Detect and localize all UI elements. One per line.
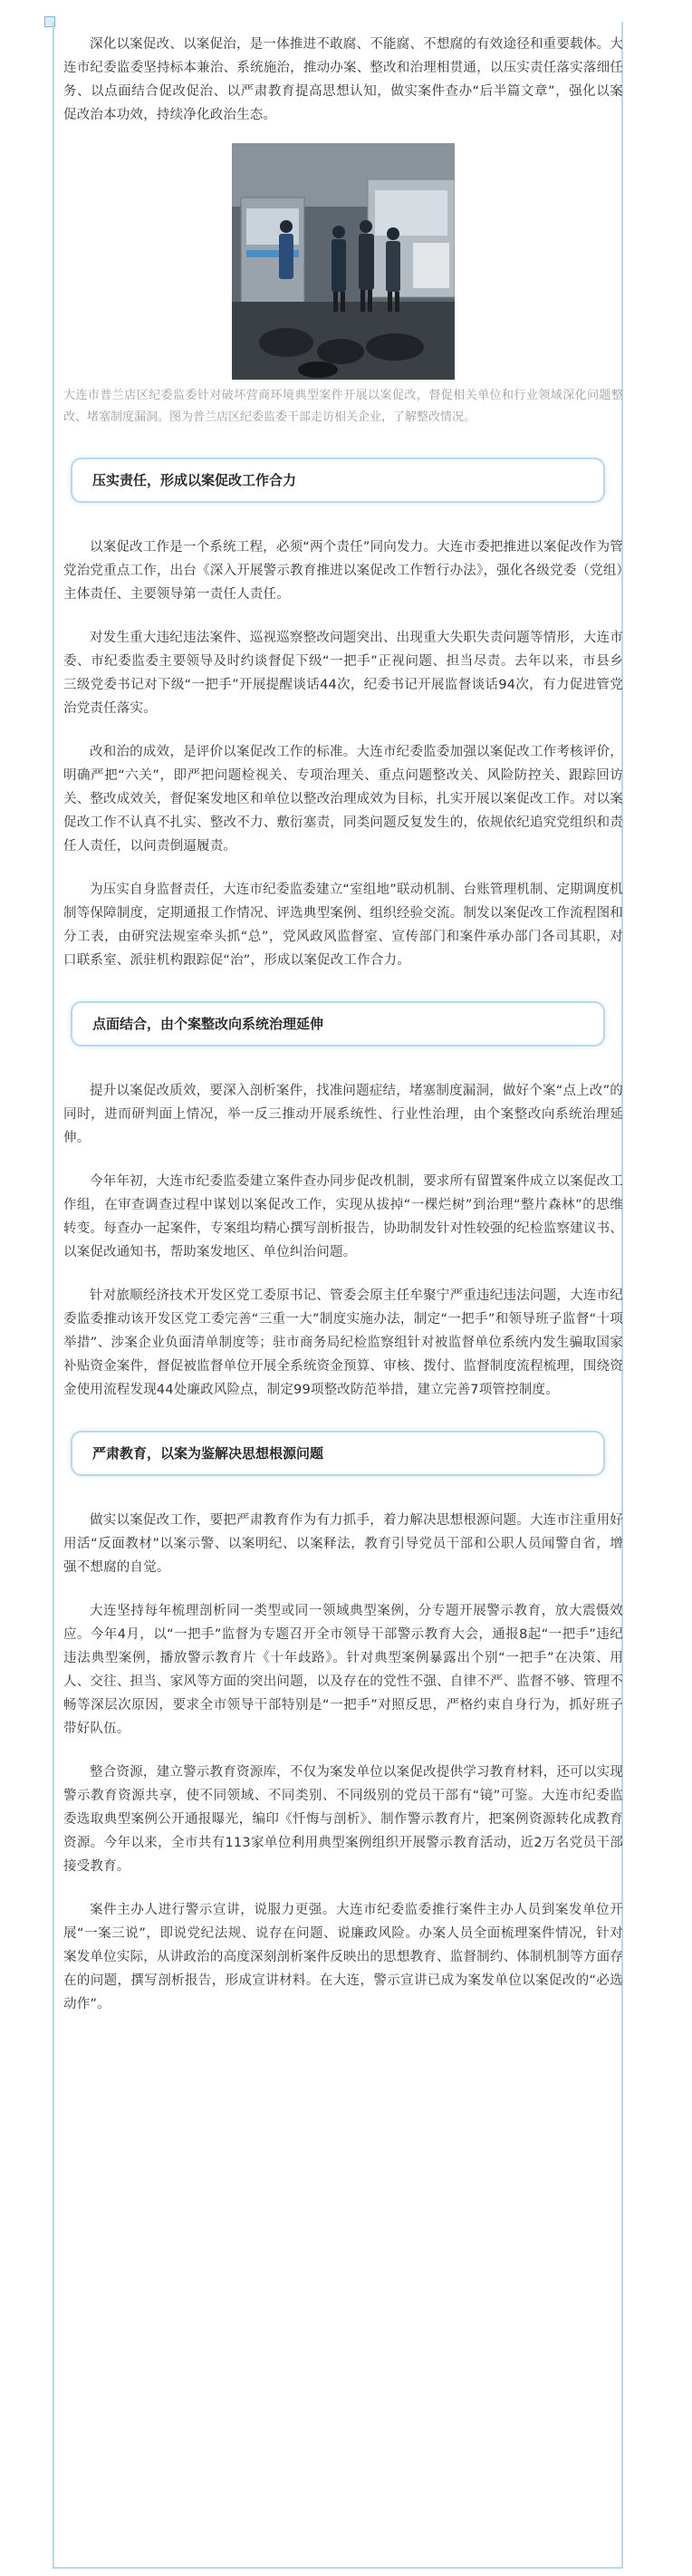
news-photo (232, 143, 455, 380)
section-heading-box (71, 1001, 605, 1047)
section-paragraph: 为压实自身监督责任，大连市纪委监委建立“室组地”联动机制、台账管理机制、定期调度机制等保障制度，定期通报工作情况、评选典型案例、组织经验交流。制发以案促改工作流程图和分工表，由研究法规室牵头抓“总”，党风政风监督室、宣传部门和案件承办部门各司其职，对口联系室、派驻机构跟踪促“治”，形成以案促改工作合力。 (63, 883, 623, 968)
section-paragraph: 对发生重大违纪违法案件、巡视巡察整改问题突出、出现重大失职失责问题等情形，大连市委、市纪委监委主要领导及时约谈督促下级“一把手”正视问题、担当尽责。去年以来，市县乡三级党委书记对下级“一把手”开展提醒谈话44次，纪委书记开展监督谈话94次，有力促进管党治党责任落实。 (63, 631, 623, 716)
section-paragraph: 提升以案促改质效，要深入剖析案件，找准问题症结，堵塞制度漏洞，做好个案“点上改”的同时，进而研判面上情况，举一反三推动开展系统性、行业性治理，由个案整改向系统治理延伸。 (63, 1084, 623, 1145)
section-paragraph: 整合资源，建立警示教育资源库，不仅为案发单位以案促改提供学习教育材料，还可以实现警示教育资源共享，使不同领域、不同类别、不同级别的党员干部有“镜”可鉴。大连市纪委监委选取典型案例公开通报曝光，编印《忏悔与剖析》、制作警示教育片，把案例资源转化成教育资源。今年以来，全市共有113家单位利用典型案例组织开展警示教育活动，近2万名党员干部接受教育。 (63, 1765, 623, 1874)
intro-paragraph: 深化以案促改、以案促治，是一体推进不敢腐、不能腐、不想腐的有效途径和重要载体。大连市纪委监委坚持标本兼治、系统施治，推动办案、整改和治理相贯通，以压实责任落实落细任务、以点面结合促改促治、以严肃教育提高思想认知，做实案件查办“后半篇文章”，强化以案促改治本功效，持续净化政治生态。 (63, 37, 623, 122)
section-paragraph: 以案促改工作是一个系统工程，必须“两个责任”同向发力。大连市委把推进以案促改作为管党治党重点工作，出台《深入开展警示教育推进以案促改工作暂行办法》，强化各级党委（党组）主体责任、主要领导第一责任人责任。 (63, 540, 623, 602)
section-paragraph: 案件主办人进行警示宣讲，说服力更强。大连市纪委监委推行案件主办人员到案发单位开展“一案三说”，即说党纪法规、说存在问题、说廉政风险。办案人员全面梳理案件情况，针对案发单位实际，从讲政治的高度深刻剖析案件反映出的思想教育、监督制约、体制机制等方面存在的问题，撰写剖析报告，形成宣讲材料。在大连，警示宣讲已成为案发单位以案促改的“必选动作”。 (63, 1903, 623, 2012)
section-paragraph: 大连坚持每年梳理剖析同一类型或同一领域典型案例，分专题开展警示教育，放大震慑效应。今年4月，以“一把手”监督为专题召开全市领导干部警示教育大会，通报8起“一把手”违纪违法典型案例，播放警示教育片《十年歧路》。针对典型案例暴露出个别“一把手”在决策、用人、交往、担当、家风等方面的突出问题，以及存在的党性不强、自律不严、监督不够、管理不畅等深层次原因，要求全市领导干部特别是“一把手”对照反思，严格约束自身行为，抓好班子带好队伍。 (63, 1604, 623, 1736)
section-heading-box (71, 458, 605, 503)
section-paragraph: 针对旅顺经济技术开发区党工委原书记、管委会原主任牟聚宁严重违纪违法问题，大连市纪委监委推动该开发区党工委完善“三重一大”制度实施办法，制定“一把手”和领导班子监督“十项举措”、涉案企业负面清单制度等；驻市商务局纪检监察组针对被监督单位系统内发生骗取国家补贴资金案件，督促被监督单位开展全系统资金预算、审核、拨付、监督制度流程梳理，围绕资金使用流程发现44处廉政风险点，制定99项整改防范举措，建立完善7项管控制度。 (63, 1288, 623, 1397)
section-heading: 严肃教育，以案为鉴解决思想根源问题 (92, 1445, 324, 1462)
section-paragraph: 做实以案促改工作，要把严肃教育作为有力抓手，着力解决思想根源问题。大连市注重用好用活“反面教材”以案示警、以案明纪、以案释法，教育引导党员干部和公职人员闻警自省，增强不想腐的自觉。 (63, 1513, 623, 1575)
section-heading: 点面结合，由个案整改向系统治理延伸 (92, 1016, 324, 1032)
section-paragraph: 改和治的成效，是评价以案促改工作的标准。大连市纪委监委加强以案促改工作考核评价，明确严把“六关”，即严把问题检视关、专项治理关、重点问题整改关、风险防控关、跟踪回访关、整改成效关，督促案发地区和单位以整改治理成效为目标，扎实开展以案促改工作。对以案促改工作不认真不扎实、整改不力、敷衍塞责，同类问题反复发生的，依规依纪追究党组织和责任人责任，以问责倒逼履责。 (63, 745, 623, 854)
section-heading: 压实责任，形成以案促改工作合力 (92, 472, 297, 488)
section-paragraph: 今年年初，大连市纪委监委建立案件查办同步促改机制，要求所有留置案件成立以案促改工作组，在审查调查过程中谋划以案促改工作，实现从拔掉“一棵烂树”到治理“整片森林”的思维转变。每查办一起案件，专案组均精心撰写剖析报告，协助制发针对性较强的纪检监察建议书、以案促改通知书，帮助案发地区、单位纠治问题。 (63, 1174, 623, 1259)
factory-visit-illustration (232, 143, 455, 380)
photo-caption: 大连市普兰店区纪委监委针对破坏营商环境典型案件开展以案促改，督促相关单位和行业领域深化问题整改、堵塞制度漏洞。图为普兰店区纪委监委干部走访相关企业，了解整改情况。 (63, 389, 623, 424)
section-heading-box (71, 1431, 605, 1476)
article-body (63, 33, 623, 2016)
